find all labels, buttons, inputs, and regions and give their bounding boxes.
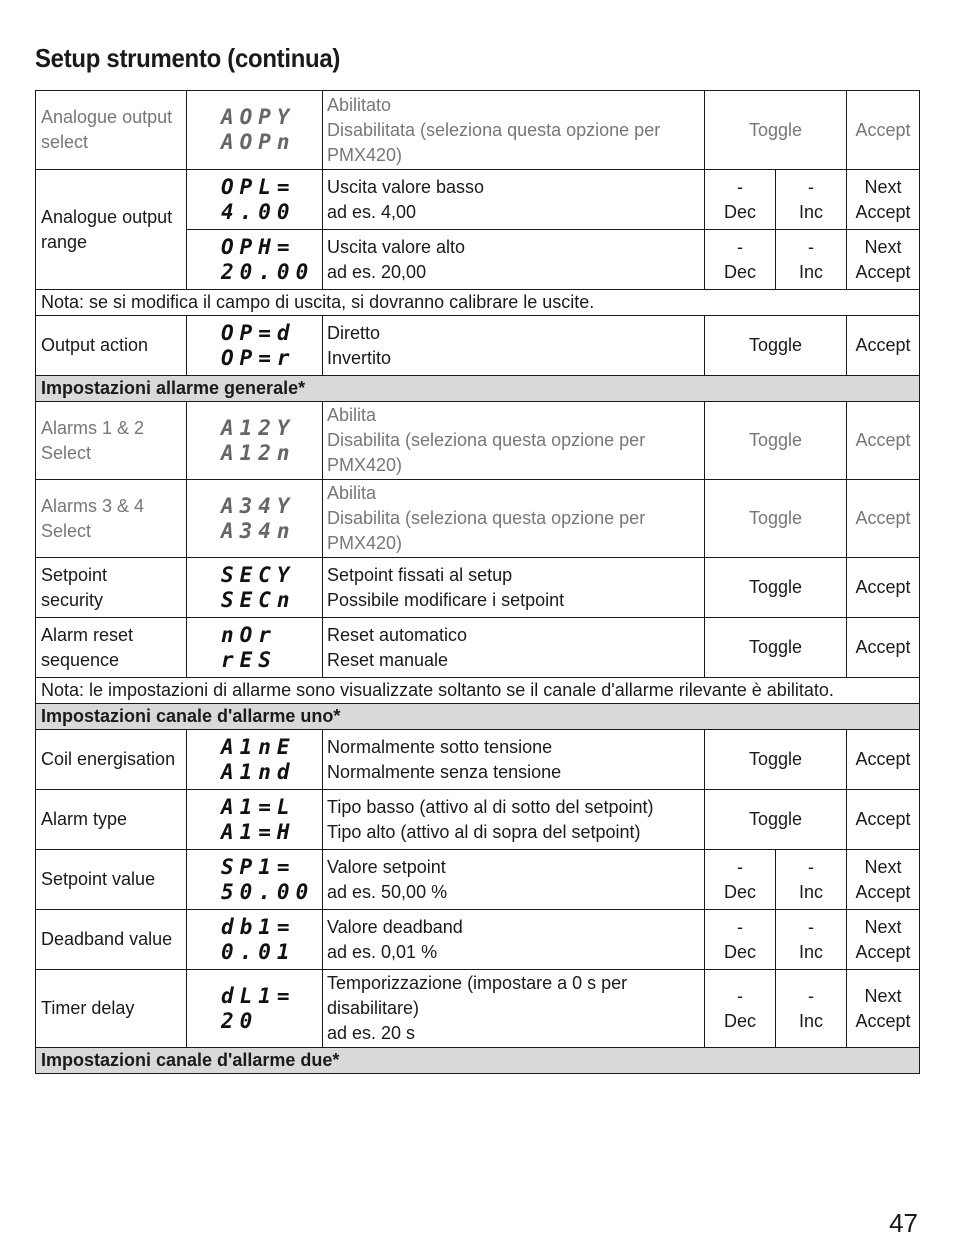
toggle-action: Toggle: [705, 730, 847, 790]
inc-action: - Inc: [776, 170, 847, 230]
table-row: [36, 402, 920, 480]
next-accept-action: Next Accept: [847, 970, 920, 1048]
parameter-name: Alarm reset sequence: [36, 618, 187, 678]
description: Setpoint fissati al setup Possibile modificare i setpoint: [323, 558, 705, 618]
next-accept-action: Next Accept: [847, 230, 920, 290]
section-title: Impostazioni canale d'allarme due*: [36, 1048, 920, 1074]
description: Valore deadband ad es. 0,01 %: [323, 910, 705, 970]
description: Uscita valore alto ad es. 20,00: [323, 230, 705, 290]
section-title: Impostazioni canale d'allarme uno*: [36, 704, 920, 730]
accept-action: Accept: [847, 618, 920, 678]
description: Abilitato Disabilitata (seleziona questa opzione per PMX420): [323, 91, 705, 170]
table-row: [36, 480, 920, 558]
description: Normalmente sotto tensione Normalmente senza tensione: [323, 730, 705, 790]
dec-action: - Dec: [705, 850, 776, 910]
table-row: [36, 790, 920, 850]
display-code: db1= 0.01: [187, 910, 323, 970]
description: Diretto Invertito: [323, 316, 705, 376]
section-title: Impostazioni allarme generale*: [36, 376, 920, 402]
parameter-name: Setpoint security: [36, 558, 187, 618]
display-code: A12Y A12n: [187, 402, 323, 480]
display-code: dL1= 20: [187, 970, 323, 1048]
section-header: [36, 704, 920, 730]
setup-table: [35, 90, 920, 1074]
table-row: [36, 618, 920, 678]
display-code: A1=L A1=H: [187, 790, 323, 850]
accept-action: Accept: [847, 402, 920, 480]
parameter-name: Coil energisation: [36, 730, 187, 790]
note-row: [36, 290, 920, 316]
toggle-action: Toggle: [705, 790, 847, 850]
next-accept-action: Next Accept: [847, 850, 920, 910]
table-row: [36, 910, 920, 970]
parameter-name: Alarms 3 & 4 Select: [36, 480, 187, 558]
parameter-name: Deadband value: [36, 910, 187, 970]
note-row: [36, 678, 920, 704]
section-header: [36, 1048, 920, 1074]
table-row: [36, 91, 920, 170]
description: Reset automatico Reset manuale: [323, 618, 705, 678]
display-code: A34Y A34n: [187, 480, 323, 558]
description: Valore setpoint ad es. 50,00 %: [323, 850, 705, 910]
note-text: Nota: se si modifica il campo di uscita, si dovranno calibrare le uscite.: [36, 290, 920, 316]
section-header: [36, 376, 920, 402]
accept-action: Accept: [847, 790, 920, 850]
accept-action: Accept: [847, 730, 920, 790]
toggle-action: Toggle: [705, 558, 847, 618]
accept-action: Accept: [847, 558, 920, 618]
dec-action: - Dec: [705, 170, 776, 230]
note-text: Nota: le impostazioni di allarme sono visualizzate soltanto se il canale d'allarme rilevante è abilitato.: [36, 678, 920, 704]
table-row: [36, 558, 920, 618]
accept-action: Accept: [847, 480, 920, 558]
inc-action: - Inc: [776, 850, 847, 910]
table-row: [36, 730, 920, 790]
parameter-name: Setpoint value: [36, 850, 187, 910]
table-row: [36, 970, 920, 1048]
display-code: OPH= 20.00: [187, 230, 323, 290]
table-row: [36, 170, 920, 230]
page-number: 47: [889, 1208, 918, 1238]
parameter-name: Timer delay: [36, 970, 187, 1048]
display-code: SP1= 50.00: [187, 850, 323, 910]
dec-action: - Dec: [705, 230, 776, 290]
inc-action: - Inc: [776, 230, 847, 290]
display-code: OPL= 4.00: [187, 170, 323, 230]
next-accept-action: Next Accept: [847, 910, 920, 970]
toggle-action: Toggle: [705, 316, 847, 376]
toggle-action: Toggle: [705, 618, 847, 678]
next-accept-action: Next Accept: [847, 170, 920, 230]
description: Abilita Disabilita (seleziona questa opzione per PMX420): [323, 480, 705, 558]
toggle-action: Toggle: [705, 480, 847, 558]
description: Temporizzazione (impostare a 0 s per disabilitare) ad es. 20 s: [323, 970, 705, 1048]
toggle-action: Toggle: [705, 91, 847, 170]
display-code: OP=d OP=r: [187, 316, 323, 376]
description: Uscita valore basso ad es. 4,00: [323, 170, 705, 230]
inc-action: - Inc: [776, 970, 847, 1048]
table-row: [36, 850, 920, 910]
inc-action: - Inc: [776, 910, 847, 970]
description: Abilita Disabilita (seleziona questa opzione per PMX420): [323, 402, 705, 480]
display-code: SECY SECn: [187, 558, 323, 618]
accept-action: Accept: [847, 91, 920, 170]
dec-action: - Dec: [705, 910, 776, 970]
dec-action: - Dec: [705, 970, 776, 1048]
accept-action: Accept: [847, 316, 920, 376]
parameter-name: Analogue output range: [36, 170, 187, 290]
parameter-name: Alarm type: [36, 790, 187, 850]
display-code: A1nE A1nd: [187, 730, 323, 790]
parameter-name: Output action: [36, 316, 187, 376]
display-code: nOr rES: [187, 618, 323, 678]
table-row: [36, 316, 920, 376]
parameter-name: Analogue output select: [36, 91, 187, 170]
description: Tipo basso (attivo al di sotto del setpoint) Tipo alto (attivo al di sopra del setpoint): [323, 790, 705, 850]
parameter-name: Alarms 1 & 2 Select: [36, 402, 187, 480]
page-title: Setup strumento (continua): [35, 43, 341, 73]
toggle-action: Toggle: [705, 402, 847, 480]
display-code: AOPY AOPn: [187, 91, 323, 170]
